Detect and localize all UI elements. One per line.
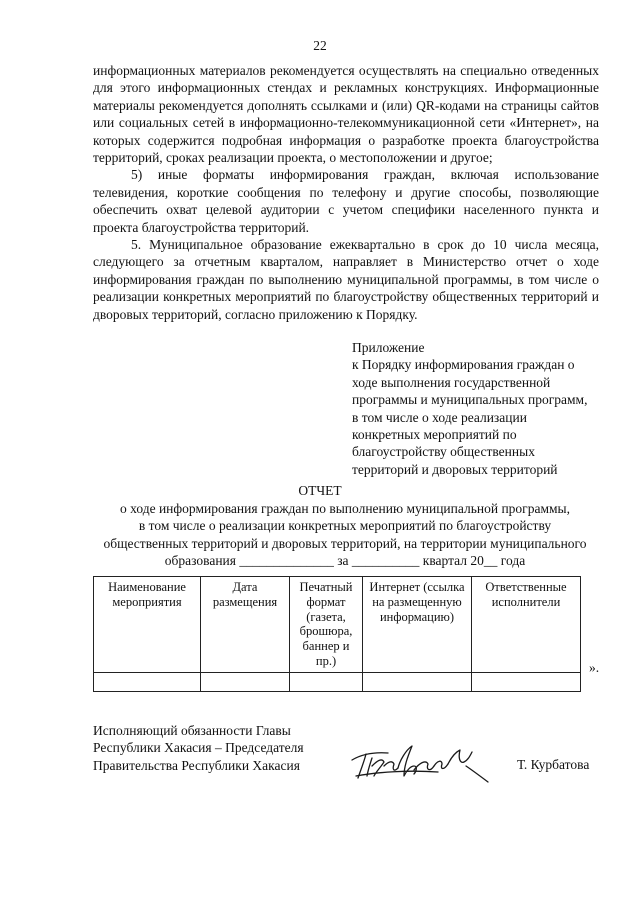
signature-title-line: Исполняющий обязанности Главы xyxy=(93,723,291,738)
signature-title xyxy=(93,722,304,774)
report-subtitle xyxy=(80,500,610,570)
report-subtitle-line: о ходе информирования граждан по выполнению муниципальной программы, xyxy=(120,501,570,516)
paragraph-other-formats: 5) иные форматы информирования граждан, включая использование телевидения, короткие сообщения по телефону и другие способы, позволяющие обеспечить охват целевой аудитории с учетом специфики населенного пункта и проекта благоустройства территорий. xyxy=(93,167,599,235)
appendix-line: к Порядку информирования граждан о xyxy=(352,357,575,373)
body-text xyxy=(93,62,599,323)
appendix-line: программы и муниципальных программ, xyxy=(352,392,588,408)
table-cell xyxy=(94,672,201,691)
paragraph-quarterly-report: 5. Муниципальное образование ежеквартально в срок до 10 числа месяца, следующего за отчетным кварталом, направляет в Министерство отчет о ходе информирования граждан по выполнению муниципальной программы, в том числе о реализации конкретных мероприятий по благоустройству общественных территорий и дворовых территорий, согласно приложению к Порядку. xyxy=(93,237,599,322)
signer-name: Т. Курбатова xyxy=(517,757,590,772)
report-table xyxy=(93,576,581,692)
table-cell xyxy=(290,672,363,691)
header-event-name: Наименование мероприятия xyxy=(94,577,201,673)
appendix-line: в том числе о ходе реализации xyxy=(352,409,527,425)
table-row xyxy=(94,672,581,691)
appendix-line: ходе выполнения государственной xyxy=(352,374,551,390)
table-cell xyxy=(363,672,472,691)
header-date: Дата размещения xyxy=(201,577,290,673)
appendix-line: конкретных мероприятий по xyxy=(352,427,517,443)
header-responsible: Ответственные исполнители xyxy=(472,577,581,673)
report-subtitle-line: в том числе о реализации конкретных мероприятий по благоустройству xyxy=(138,518,552,534)
report-title: ОТЧЕТ xyxy=(298,483,342,498)
table-header-row xyxy=(94,577,581,673)
header-internet: Интернет (ссылка на размещенную информацию) xyxy=(363,577,472,673)
report-subtitle-line: образования ______________ за __________ квартал 20__ года xyxy=(164,553,526,569)
appendix-block xyxy=(352,339,602,478)
closing-quote: ». xyxy=(589,660,600,675)
appendix-line: благоустройству общественных xyxy=(352,444,535,460)
signature-title-line: Республики Хакасия – Председателя xyxy=(93,740,304,756)
report-subtitle-line: общественных территорий и дворовых территорий, на территории муниципального xyxy=(103,535,587,551)
table-cell xyxy=(472,672,581,691)
page-number: 22 xyxy=(313,38,327,53)
appendix-line: Приложение xyxy=(352,340,425,355)
table-cell xyxy=(201,672,290,691)
signature-title-line: Правительства Республики Хакасия xyxy=(93,757,300,773)
handwritten-signature-icon xyxy=(348,732,498,788)
appendix-line: территорий и дворовых территорий xyxy=(352,461,558,477)
header-print-format: Печатный формат (газета, брошюра, баннер и пр.) xyxy=(290,577,363,673)
paragraph-info-materials: информационных материалов рекомендуется осуществлять на специально отведенных для этого информационных стендах и рекламных конструкциях. Информационные материалы рекомендуется дополнять ссылками и (или) QR-кодами на страницы сайтов или социальных сетей в информационно-телекоммуникационной сети «Интернет», на которых содержится подробная информация о разработке проекта благоустройства территорий, сроках реализации проекта, о местоположении и другое; xyxy=(93,63,599,166)
